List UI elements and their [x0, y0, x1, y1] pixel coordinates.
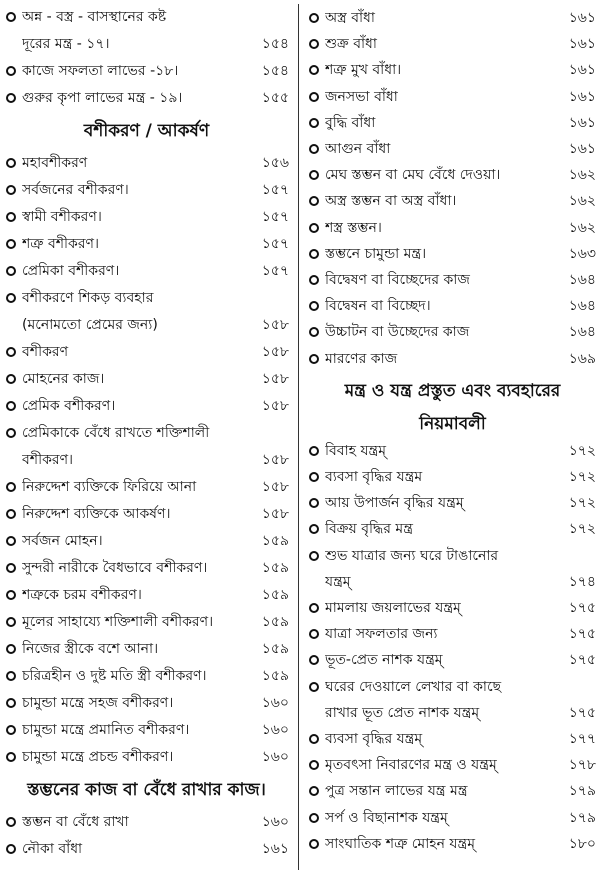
entry-page-number: ১৫৮ [261, 344, 289, 360]
entry-title: শত্রু বশীকরণ। [22, 236, 99, 252]
entry-page-number: ১৫৭ [261, 182, 289, 198]
entry-title: গুরুর কৃপা লাভের মন্ত্র - ১৯। [22, 90, 183, 106]
entry-page-number: ১৫৯ [261, 641, 289, 657]
toc-entry [309, 162, 596, 188]
entry-title: কাজে সফলতা লাভের -১৮। [22, 63, 179, 79]
entry-title: শত্রুকে চরম বশীকরণ। [22, 587, 142, 603]
toc-entry [6, 528, 289, 554]
entry-page-number: ১৬১ [568, 88, 596, 105]
entry-title: সর্বজনের বশীকরণ। [22, 182, 129, 198]
toc-entry [309, 438, 596, 464]
entry-title: বুদ্ধি বাঁধা [325, 114, 376, 131]
entry-page-number: ১৬৪ [568, 298, 596, 315]
bullet-circle-icon [6, 428, 16, 438]
bullet-circle-icon [309, 196, 319, 206]
entry-page-number: ১৬৪ [568, 272, 596, 288]
entry-title: উচ্চাটন বা উচ্ছেদের কাজ [325, 324, 470, 341]
entry-title: ভূত-প্রেত নাশক যন্ত্রম্ [325, 652, 443, 669]
entry-page-number: ১৭২ [568, 521, 596, 538]
bullet-circle-icon [309, 603, 319, 613]
toc-entry [309, 778, 596, 804]
entry-title: স্তম্ভনে চামুন্ডা মন্ত্র। [325, 245, 427, 262]
entry-title: বিবাহ যন্ত্রম্ [325, 442, 387, 459]
entry-page-number: ১৮০ [568, 835, 596, 852]
entry-title: শুভ যাত্রার জন্য ঘরে টাঙানোর [325, 547, 499, 564]
bullet-circle-icon [6, 212, 16, 222]
bullet-circle-icon [309, 92, 319, 102]
toc-entry [309, 595, 596, 621]
entry-page-number: ১৭৪ [568, 573, 596, 590]
entry-page-number: ১৭৮ [568, 757, 596, 774]
entry-title: প্রেমিক বশীকরণ। [22, 398, 116, 414]
entry-title: নিজের স্ত্রীকে বশে আনা। [22, 641, 159, 657]
bullet-circle-icon [6, 698, 16, 708]
bullet-circle-icon [309, 13, 319, 23]
bullet-circle-icon [6, 347, 16, 357]
entry-page-number: ১৬২ [568, 219, 596, 236]
section-heading: নিয়মাবলী [419, 413, 486, 434]
entry-page-number: ১৬৩ [568, 245, 596, 262]
entry-title: শুক্র বাঁধা [325, 36, 377, 53]
entry-title: মোহনের কাজ। [22, 371, 105, 387]
toc-entry [309, 516, 596, 542]
toc-entry [309, 5, 596, 31]
bullet-circle-icon [6, 752, 16, 762]
entry-title: পুত্র সন্তান লাভের যন্ত্র মন্ত্র [325, 783, 468, 800]
entry-page-number: ১৫৭ [261, 209, 289, 225]
toc-entry [309, 241, 596, 267]
entry-page-number: ১৬০ [261, 749, 289, 765]
toc-entry [309, 215, 596, 241]
bullet-circle-icon [309, 39, 319, 49]
toc-entry [325, 569, 596, 595]
entry-title: মহাবশীকরণ [22, 155, 88, 171]
toc-entry [309, 31, 596, 57]
toc-entry [309, 831, 596, 857]
entry-title: বশীকরণ [22, 344, 69, 360]
bullet-circle-icon [6, 266, 16, 276]
bullet-circle-icon [309, 498, 319, 508]
bullet-circle-icon [309, 327, 319, 337]
toc-entry [309, 188, 596, 214]
entry-page-number: ১৭৫ [568, 600, 596, 616]
section-heading: মন্ত্র ও যন্ত্র প্রস্তুত এবং ব্যবহারের [344, 380, 561, 401]
entry-page-number: ১৭৯ [568, 809, 596, 826]
entry-title: মামলায় জয়লাভের যন্ত্রম্ [325, 600, 461, 616]
entry-page-number: ১৫৯ [261, 533, 289, 549]
entry-page-number: ১৫৪ [261, 36, 289, 52]
entry-page-number: ১৫৯ [261, 560, 289, 576]
bullet-circle-icon [309, 144, 319, 154]
toc-entry [6, 609, 289, 635]
entry-page-number: ১৬১ [568, 62, 596, 79]
bullet-circle-icon [309, 655, 319, 665]
toc-entry [309, 726, 596, 752]
entry-page-number: ১৭২ [568, 442, 596, 459]
bullet-circle-icon [309, 354, 319, 364]
bullet-circle-icon [6, 93, 16, 103]
entry-page-number: ১৫৯ [261, 614, 289, 630]
entry-title: মূলের সাহায্যে শক্তিশালী বশীকরণ। [22, 614, 214, 630]
entry-title: ঘরের দেওয়ালে লেখার বা কাছে [325, 678, 502, 695]
entry-page-number: ১৬০ [261, 722, 289, 738]
column-divider [298, 4, 299, 870]
toc-entry [6, 85, 289, 111]
bullet-circle-icon [309, 301, 319, 311]
entry-title: বশীকরণে শিকড় ব্যবহার [22, 290, 154, 306]
bullet-circle-icon [6, 725, 16, 735]
entry-page-number: ১৫৮ [261, 317, 289, 333]
section-heading: স্তম্ভনের কাজ বা বেঁধে রাখার কাজ। [27, 780, 266, 800]
toc-entry [309, 110, 596, 136]
bullet-circle-icon [6, 482, 16, 492]
toc-entry [6, 809, 289, 835]
entry-title: মারণের কাজ [325, 350, 398, 367]
entry-page-number: ১৭৫ [568, 626, 596, 643]
toc-entry [6, 258, 289, 284]
bullet-circle-icon [309, 551, 319, 561]
entry-title: চামুন্ডা মন্ত্রে প্রমানিত বশীকরণ। [22, 722, 190, 738]
toc-entry [6, 690, 289, 716]
entry-title: সর্প ও বিছানাশক যন্ত্রম্ [325, 809, 448, 826]
entry-page-number: ১৭২ [568, 495, 596, 512]
toc-entry [309, 57, 596, 83]
toc-entry [309, 293, 596, 319]
bullet-circle-icon [309, 524, 319, 534]
entry-title: শস্ত্র স্তম্ভন। [325, 219, 382, 236]
bullet-circle-icon [6, 12, 16, 22]
bullet-circle-icon [309, 760, 319, 770]
entry-title: বিদ্বেষণ বা বিচ্ছেদের কাজ [325, 272, 470, 288]
toc-entry [6, 474, 289, 500]
toc-entry [309, 84, 596, 110]
entry-page-number: ১৫৭ [261, 236, 289, 252]
bullet-circle-icon [6, 536, 16, 546]
entry-page-number: ১৫৮ [261, 506, 289, 522]
entry-title: দূরের মন্ত্র - ১৭। [22, 36, 110, 52]
bullet-circle-icon [309, 170, 319, 180]
bullet-circle-icon [309, 629, 319, 639]
entry-title: প্রেমিকাকে বেঁধে রাখতে শক্তিশালী [22, 425, 210, 441]
toc-entry [6, 582, 289, 608]
toc-entry [22, 31, 289, 57]
entry-title: স্তম্ভন বা বেঁধে রাখা [22, 814, 129, 830]
toc-entry [22, 447, 289, 473]
bullet-circle-icon [6, 509, 16, 519]
entry-title: নিরুদ্দেশ ব্যক্তিকে আকর্ষণ। [22, 506, 171, 522]
entry-title: আয় উপার্জন বৃদ্ধির যন্ত্রম্ [325, 495, 464, 512]
toc-entry [6, 836, 289, 862]
toc-entry [6, 501, 289, 527]
entry-page-number: ১৫৯ [261, 668, 289, 684]
entry-page-number: ১৫৫ [261, 90, 289, 106]
entry-page-number: ১৬১ [261, 841, 289, 857]
bullet-circle-icon [309, 682, 319, 692]
entry-title: মেঘ স্তম্ভন বা মেঘ বেঁধে দেওয়া। [325, 167, 501, 184]
entry-page-number: ১৫৭ [261, 263, 289, 279]
entry-title: নৌকা বাঁধা [22, 841, 83, 857]
entry-page-number: ১৬৯ [568, 350, 596, 367]
bullet-circle-icon [6, 563, 16, 573]
bullet-circle-icon [309, 472, 319, 482]
toc-entry [309, 752, 596, 778]
entry-page-number: ১৭৫ [568, 652, 596, 669]
bullet-circle-icon [6, 671, 16, 681]
entry-title: অস্ত্র বাঁধা [325, 10, 375, 26]
toc-entry [309, 543, 596, 569]
entry-title: অস্ত্র স্তম্ভন বা অস্ত্র বাঁধা। [325, 193, 457, 210]
entry-page-number: ১৫৬ [261, 155, 289, 171]
bullet-circle-icon [6, 844, 16, 854]
bullet-circle-icon [6, 617, 16, 627]
entry-title: ব্যবসা বৃদ্ধির যন্ত্রম [325, 469, 423, 485]
entry-title: সাংঘাতিক শত্রু মোহন যন্ত্রম্ [325, 835, 475, 852]
bullet-circle-icon [6, 374, 16, 384]
toc-entry [6, 636, 289, 662]
bullet-circle-icon [6, 66, 16, 76]
entry-title: বশীকরণ। [22, 452, 74, 468]
bullet-circle-icon [309, 65, 319, 75]
entry-title: নিরুদ্দেশ ব্যক্তিকে ফিরিয়ে আনা [22, 479, 197, 495]
entry-title: বিদ্বেষন বা বিচ্ছেদ। [325, 298, 431, 315]
toc-entry [6, 717, 289, 743]
toc-entry [6, 4, 289, 30]
toc-entry [6, 555, 289, 581]
bullet-circle-icon [6, 590, 16, 600]
toc-entry [6, 663, 289, 689]
entry-title: চামুন্ডা মন্ত্রে প্রচন্ড বশীকরণ। [22, 749, 174, 765]
entry-title: সর্বজন মোহন। [22, 533, 103, 549]
bullet-circle-icon [6, 817, 16, 827]
toc-entry [6, 204, 289, 230]
entry-title: ব্যবসা বৃদ্ধির যন্ত্রম্ [325, 731, 423, 747]
bullet-circle-icon [6, 158, 16, 168]
entry-page-number: ১৫৪ [261, 63, 289, 79]
bullet-circle-icon [309, 249, 319, 259]
toc-entry [309, 464, 596, 490]
entry-page-number: ১৬০ [261, 695, 289, 711]
entry-title: প্রেমিকা বশীকরণ। [22, 263, 120, 279]
bullet-circle-icon [6, 239, 16, 249]
toc-entry [6, 420, 289, 446]
entry-title: রাখার ভূত প্রেত নাশক যন্ত্রম্ [325, 704, 480, 721]
toc-entry [309, 346, 596, 372]
toc-entry [309, 805, 596, 831]
entry-title: (মনোমতো প্রেমের জন্য) [22, 317, 158, 333]
entry-title: মৃতবৎসা নিবারণের মন্ত্র ও যন্ত্রম্ [325, 757, 497, 774]
entry-title: সুন্দরী নারীকে বৈধভাবে বশীকরণ। [22, 560, 208, 576]
entry-page-number: ১৫৮ [261, 452, 289, 468]
toc-entry [309, 319, 596, 345]
toc-entry [6, 285, 289, 311]
entry-title: যাত্রা সফলতার জন্য [325, 626, 438, 643]
bullet-circle-icon [309, 446, 319, 456]
entry-title: স্বামী বশীকরণ। [22, 209, 102, 225]
bullet-circle-icon [309, 786, 319, 796]
bullet-circle-icon [309, 275, 319, 285]
entry-page-number: ১৬১ [568, 114, 596, 131]
toc-entry [6, 58, 289, 84]
toc-entry [22, 312, 289, 338]
toc-entry [6, 177, 289, 203]
toc-entry [309, 674, 596, 700]
entry-title: যন্ত্রম্ [325, 573, 351, 590]
entry-page-number: ১৬২ [568, 167, 596, 184]
entry-page-number: ১৬১ [568, 10, 596, 26]
entry-page-number: ১৭৫ [568, 704, 596, 721]
entry-page-number: ১৭২ [568, 469, 596, 485]
entry-title: আগুন বাঁধা [325, 141, 391, 157]
toc-entry [309, 267, 596, 293]
toc-entry [309, 647, 596, 673]
toc-entry [6, 366, 289, 392]
entry-page-number: ১৬১ [568, 36, 596, 53]
entry-page-number: ১৫৮ [261, 479, 289, 495]
entry-page-number: ১৬২ [568, 193, 596, 210]
bullet-circle-icon [309, 839, 319, 849]
toc-entry [6, 231, 289, 257]
toc-entry [309, 621, 596, 647]
bullet-circle-icon [309, 223, 319, 233]
entry-title: বিক্রয় বৃদ্ধির মন্ত্র [325, 521, 413, 538]
entry-page-number: ১৫৯ [261, 587, 289, 603]
entry-title: চামুন্ডা মন্ত্রে সহজ বশীকরণ। [22, 695, 174, 711]
entry-title: জনসভা বাঁধা [325, 88, 398, 105]
toc-entry [6, 150, 289, 176]
bullet-circle-icon [309, 734, 319, 744]
toc-entry [309, 136, 596, 162]
section-heading: বশীকরণ / আকর্ষণ [83, 121, 210, 141]
bullet-circle-icon [309, 118, 319, 128]
toc-entry [325, 700, 596, 726]
toc-entry [6, 393, 289, 419]
bullet-circle-icon [6, 293, 16, 303]
toc-entry [6, 339, 289, 365]
bullet-circle-icon [6, 401, 16, 411]
toc-entry [6, 744, 289, 770]
entry-page-number: ১৬৪ [568, 324, 596, 341]
entry-title: চরিত্রহীন ও দুষ্ট মতি স্ত্রী বশীকরণ। [22, 668, 207, 684]
bullet-circle-icon [6, 644, 16, 654]
entry-page-number: ১৭৭ [568, 731, 596, 747]
entry-page-number: ১৬০ [261, 814, 289, 830]
bullet-circle-icon [6, 185, 16, 195]
toc-entry [309, 490, 596, 516]
entry-title: অন্ন - বস্ত্র - বাসস্থানের কষ্ট [22, 9, 167, 25]
entry-page-number: ১৫৮ [261, 371, 289, 387]
entry-title: শত্রু মুখ বাঁধা। [325, 62, 402, 79]
entry-page-number: ১৭৯ [568, 783, 596, 800]
entry-page-number: ১৬১ [568, 141, 596, 157]
entry-page-number: ১৫৮ [261, 398, 289, 414]
bullet-circle-icon [309, 813, 319, 823]
